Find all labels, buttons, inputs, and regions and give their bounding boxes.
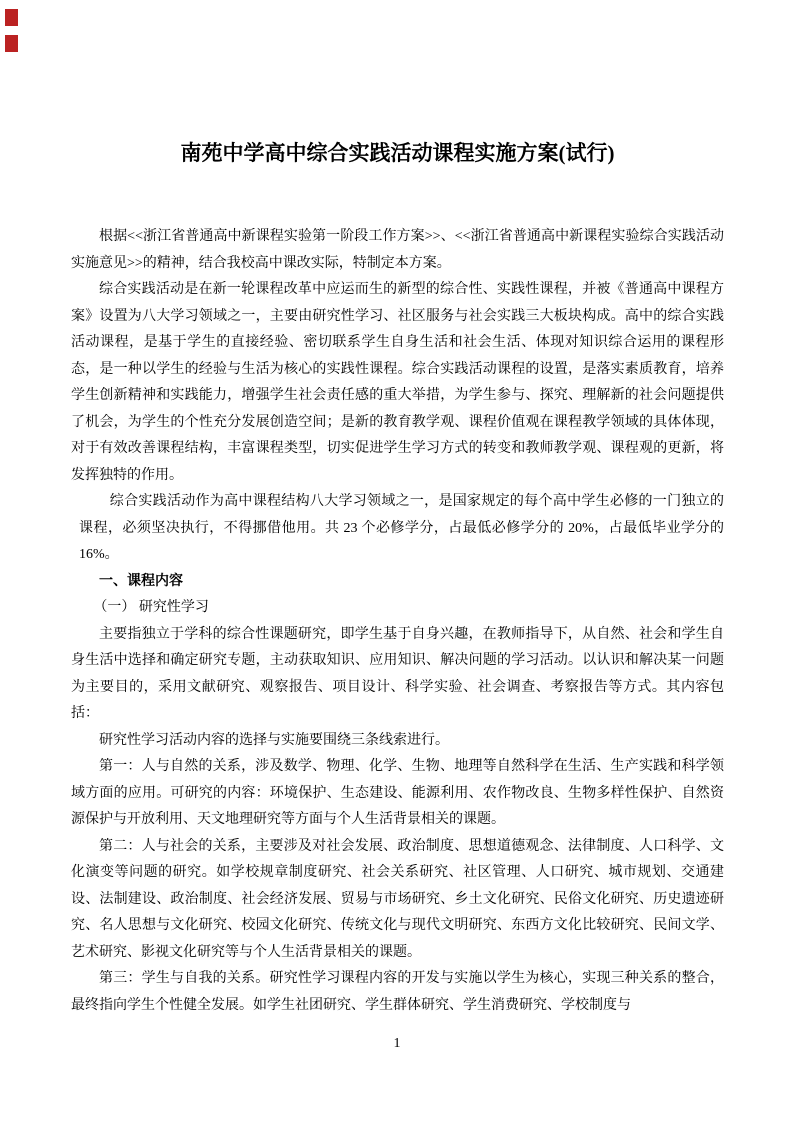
paragraph-basis: 根据<<浙江省普通高中新课程实验第一阶段工作方案>>、<<浙江省普通高中新课程实验综合实践活动实施意见>>的精神，结合我校高中课改实际，特制定本方案。: [71, 229, 724, 271]
red-marker-icon: [5, 9, 18, 26]
red-marker-icon: [5, 35, 18, 52]
document-body: [71, 136, 724, 1019]
paragraph-credit-requirements: 综合实践活动作为高中课程结构八大学习领域之一，是国家规定的每个高中学生必修的一门独立的课程，必须坚决执行，不得挪借他用。共 23 个必修学分，占最低必修学分的 20%，占最低毕业学分的 16%。: [79, 494, 724, 562]
paragraph-three-threads-intro: 研究性学习活动内容的选择与实施要围绕三条线索进行。: [99, 732, 449, 748]
document-title: 南苑中学高中综合实践活动课程实施方案(试行): [180, 141, 615, 165]
subsection-heading-research-learning: （一） 研究性学习: [93, 600, 209, 615]
paragraph-research-learning-definition: 主要指独立于学科的综合性课题研究，即学生基于自身兴趣，在教师指导下，从自然、社会和学生自身生活中选择和确定研究专题，主动获取知识、应用知识、解决问题的学习活动。以认识和解决某一问题为主要目的，采用文献研究、观察报告、项目设计、科学实验、社会调查、考察报告等方式。其内容包括：: [71, 626, 724, 721]
paragraph-overview: 综合实践活动是在新一轮课程改革中应运而生的新型的综合性、实践性课程，并被《普通高中课程方案》设置为八大学习领域之一，主要由研究性学习、社区服务与社会实践三大板块构成。高中的综合实践活动课程，是基于学生的直接经验、密切联系学生自身生活和社会生活、体现对知识综合运用的课程形态，是一种以学生的经验与生活为核心的实践性课程。综合实践活动课程的设置，是落实素质教育，培养学生创新精神和实践能力，增强学生社会责任感的重大举措，为学生参与、探究、理解新的社会问题提供了机会，为学生的个性充分发展创造空间；是新的教育教学观、课程价值观在课程教学领域的具体体现，对于有效改善课程结构，丰富课程类型，切实促进学生学习方式的转变和教师教学观、课程观的更新，将发挥独特的作用。: [71, 282, 724, 483]
paragraph-thread-one-nature: 第一：人与自然的关系，涉及数学、物理、化学、生物、地理等自然科学在生活、生产实践和科学领域方面的应用。可研究的内容：环境保护、生态建设、能源利用、农作物改良、生物多样性保护、自然资源保护与开放利用、天文地理研究等方面与个人生活背景相关的课题。: [71, 759, 724, 827]
paragraph-thread-two-society: 第二：人与社会的关系，主要涉及对社会发展、政治制度、思想道德观念、法律制度、人口科学、文化演变等问题的研究。如学校规章制度研究、社会关系研究、社区管理、人口研究、城市规划、交通建设、法制建设、政治制度、社会经济发展、贸易与市场研究、乡土文化研究、民俗文化研究、历史遗迹研究、名人思想与文化研究、校园文化研究、传统文化与现代文明研究、东西方文化比较研究、民间文学、艺术研究、影视文化研究等与个人生活背景相关的课题。: [71, 838, 724, 960]
section-heading-course-content: 一、课程内容: [99, 573, 183, 589]
paragraph-thread-three-self: 第三：学生与自我的关系。研究性学习课程内容的开发与实施以学生为核心，实现三种关系的整合，最终指向学生个性健全发展。如学生社团研究、学生群体研究、学生消费研究、学校制度与: [71, 971, 724, 1013]
page-number: 1: [393, 1036, 401, 1051]
